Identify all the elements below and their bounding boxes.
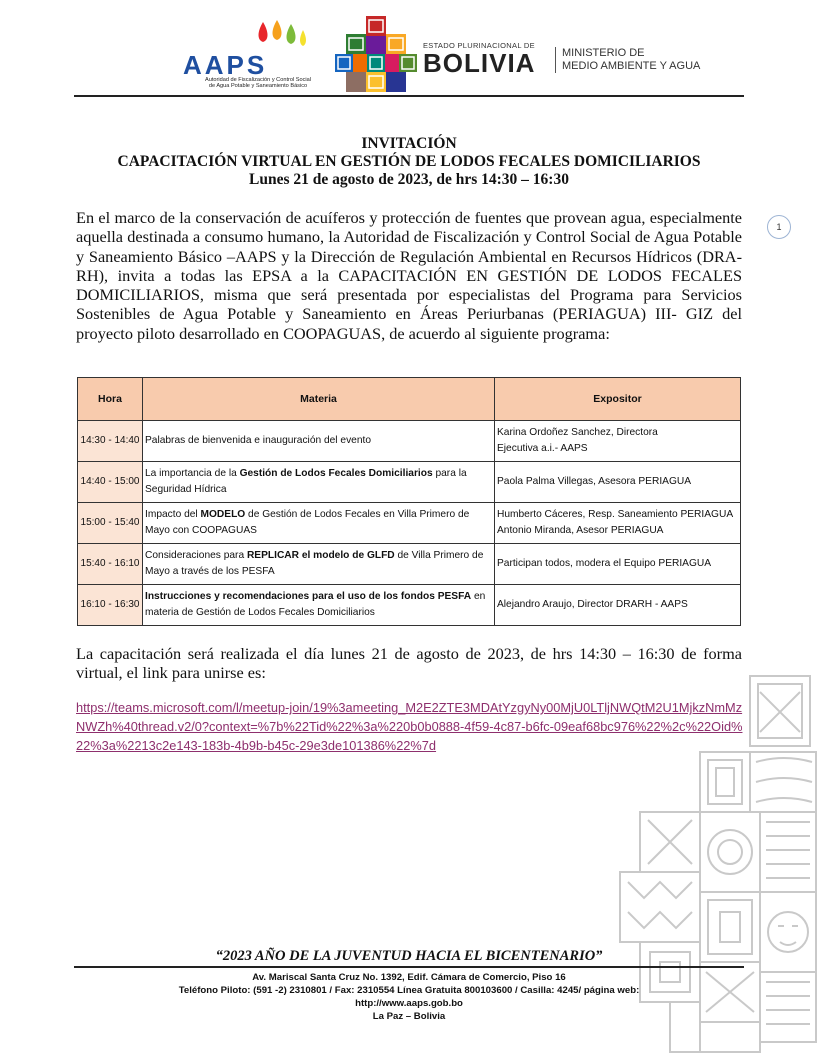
materia-bold: REPLICAR el modelo de GLFD	[246, 549, 395, 561]
materia-bold: MODELO	[200, 508, 246, 520]
meeting-link[interactable]: https://teams.microsoft.com/l/meetup-join/19%3ameeting_M2E2ZTE3MDAtYzgyNy00MjU0LTljNWQtM2U1MjkzNmMzNWZh%40thread.v2/0?context=%7b%22Tid%22%3a%220b0b0888-4f59-4c87-b6fc-09eaf68bc976%22%2c%22Oid%22%3a%2213c2e143-183b-4b9b-b45c-29e3de101386%22%7d	[76, 700, 743, 753]
expositor-line: Antonio Miranda, Asesor PERIAGUA	[497, 525, 664, 536]
cell-expositor	[495, 585, 741, 626]
materia-text: de Villa Primero de Mayo a través de los PESFA	[145, 549, 484, 577]
expositor-line: Humberto Cáceres, Resp. Saneamiento PERIAGUA	[497, 508, 734, 520]
table-row	[78, 462, 741, 503]
table-row	[78, 503, 741, 544]
cell-expositor	[495, 421, 741, 462]
footer-address: Av. Mariscal Santa Cruz No. 1392, Edif. Cámara de Comercio, Piso 16	[252, 972, 566, 983]
cell-hora: 14:40 - 15:00	[78, 462, 143, 503]
header-materia: Materia	[143, 378, 495, 421]
materia-text: Palabras de bienvenida e inauguración del evento	[145, 434, 371, 446]
materia-bold: Gestión de Lodos Fecales Domiciliarios	[239, 467, 433, 479]
header-hora: Hora	[78, 378, 143, 421]
footer-city: La Paz – Bolivia	[372, 1011, 446, 1022]
invitation-title-block	[74, 135, 744, 189]
cell-hora: 14:30 - 14:40	[78, 421, 143, 462]
title-invitacion: INVITACIÓN	[361, 135, 457, 152]
footer-divider	[74, 966, 744, 968]
materia-bold: Instrucciones y recomendaciones para el uso de los fondos PESFA	[145, 590, 472, 602]
aaps-subtitle	[183, 77, 333, 89]
page-number-badge: 1	[767, 215, 791, 239]
cell-materia	[143, 544, 495, 585]
ministry-line1: MINISTERIO DE	[562, 47, 645, 59]
footer-contact	[74, 971, 744, 1023]
state-label: ESTADO PLURINACIONAL DE	[423, 41, 535, 50]
ministry-line2: MEDIO AMBIENTE Y AGUA	[562, 60, 701, 72]
header-expositor: Expositor	[495, 378, 741, 421]
cell-expositor	[495, 503, 741, 544]
cell-materia	[143, 462, 495, 503]
title-date: Lunes 21 de agosto de 2023, de hrs 14:30 – 16:30	[249, 171, 569, 188]
cell-hora: 15:40 - 16:10	[78, 544, 143, 585]
aaps-subtitle-line2: de Agua Potable y Saneamiento Básico	[208, 83, 308, 89]
footer-phones: Teléfono Piloto: (591 -2) 2310801 / Fax: 2310554 Línea Gratuita 800103600 / Casilla: 4245/ página web:	[178, 985, 640, 996]
cell-hora: 16:10 - 16:30	[78, 585, 143, 626]
intro-paragraph: En el marco de la conservación de acuíferos y protección de fuentes que provean agua, especialmente aquella destinada a consumo humano, la Autoridad de Fiscalización y Control Social de Agua Potable y Saneamiento Básico –AAPS y la Dirección de Regulación Ambiental en Recursos Hídricos (DRA-RH), invita a todas las EPSA a la CAPACITACIÓN EN GESTIÓN DE LODOS FECALES DOMICILIARIOS, misma que será presentada por especialistas del Programa para Servicios Sostenibles de Agua Potable y Saneamiento en Áreas Periurbanas (PERIAGUA) III- GIZ del proyecto piloto desarrollado en COOPAGUAS, de acuerdo al siguiente programa:	[76, 208, 742, 343]
cell-materia	[143, 585, 495, 626]
materia-text: en materia de Gestión de Lodos Fecales Domiciliarios	[145, 590, 486, 618]
materia-text: Consideraciones para	[145, 549, 247, 561]
water-drops-icon	[253, 18, 313, 54]
materia-text: de Gestión de Lodos Fecales en Villa Primero de Mayo con COOPAGUAS	[145, 508, 470, 536]
materia-text: La importancia de la	[145, 467, 240, 479]
table-row	[78, 421, 741, 462]
aaps-acronym: AAPS	[183, 50, 268, 80]
materia-text: Impacto del	[145, 508, 201, 520]
expositor-line: Karina Ordoñez Sanchez, Directora	[497, 426, 658, 438]
table-row	[78, 585, 741, 626]
table-header-row	[78, 378, 741, 421]
expositor-line: Alejandro Araujo, Director DRARH - AAPS	[497, 598, 688, 610]
cell-expositor	[495, 544, 741, 585]
aaps-subtitle-line1: Autoridad de Fiscalización y Control Social	[204, 77, 312, 83]
expositor-line: Paola Palma Villegas, Asesora PERIAGUA	[497, 475, 692, 487]
aaps-logo	[175, 14, 325, 92]
title-capacitacion: CAPACITACIÓN VIRTUAL EN GESTIÓN DE LODOS FECALES DOMICILIARIOS	[117, 153, 701, 170]
closing-paragraph: La capacitación será realizada el día lunes 21 de agosto de 2023, de hrs 14:30 – 16:30 de forma virtual, el link para unirse es:	[76, 644, 742, 683]
footer-motto: “2023 AÑO DE LA JUVENTUD HACIA EL BICENTENARIO”	[215, 948, 603, 964]
program-table	[77, 377, 741, 626]
materia-text: para la Seguridad Hídrica	[145, 467, 467, 495]
cell-expositor	[495, 462, 741, 503]
cell-materia	[143, 503, 495, 544]
ministry-name	[555, 47, 700, 73]
expositor-line: Participan todos, modera el Equipo PERIAGUA	[497, 557, 712, 569]
cell-materia	[143, 421, 495, 462]
expositor-line: Ejecutiva a.i.- AAPS	[497, 443, 588, 454]
bolivia-emblem-icon	[335, 16, 417, 92]
cell-hora: 15:00 - 15:40	[78, 503, 143, 544]
footer-website[interactable]: http://www.aaps.gob.bo	[355, 998, 463, 1009]
country-name: BOLIVIA	[423, 48, 536, 78]
letterhead	[175, 14, 745, 94]
header-divider	[74, 95, 744, 97]
table-row	[78, 544, 741, 585]
